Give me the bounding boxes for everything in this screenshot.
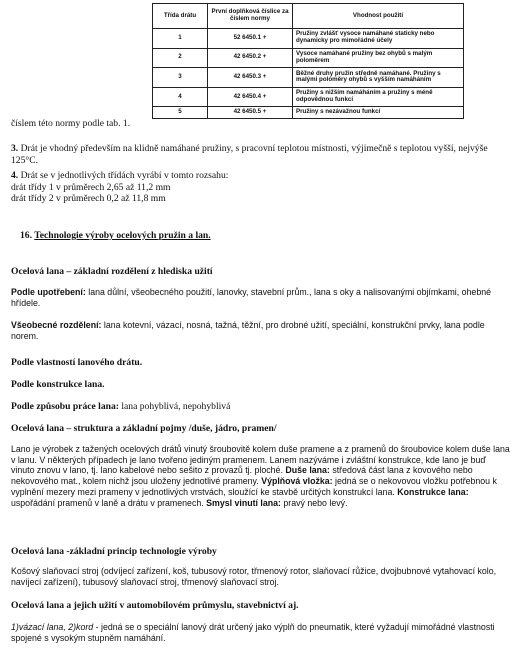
cell-use: Běžné druhy pružin středně namáhané. Pružiny s malými poloměry ohybů s vyšším namáháním: [293, 68, 464, 88]
paragraph-machines: Košový slaňovací stroj (odvíjecí zařízení, koš, tubusový rotor, třmenový rotor, slaňovací růžice, dvojbubnové vytahovací kolo, navíjecí zařízení), tubusový slaňovací stroj, třmenový slaňovací stroj.: [11, 566, 497, 587]
label-lay-direction: Smysl vinutí lana:: [206, 497, 281, 508]
paragraph-text: Drát se v jednotlivých třídách vyrábí v tomto rozsahu:: [20, 170, 229, 181]
paragraph-text: pravý nebo levý.: [283, 497, 348, 508]
paragraph-text: - jedná se o speciální lanový drát určený jako výplň do pneumatik, které vyžadují mimořádné vlastnosti spojené s vysokým stupněm namáhání.: [11, 622, 495, 643]
cell-use: Pružiny zvlášť vysoce namáhané staticky nebo dynamicky pro mimořádné účely: [293, 29, 464, 49]
term-binding-ropes: 1)vázací lana,: [11, 622, 66, 632]
term-cord: 2)kord: [68, 622, 94, 632]
label-work-mode: Podle způsobu práce lana:: [11, 401, 119, 412]
subheading-classification: Ocelová lana – základní rozdělení z hlediska užití: [11, 266, 213, 277]
item-number: 4.: [11, 170, 19, 181]
label-filler: Výplňová vložka:: [261, 476, 333, 487]
norm-table-wrap: [152, 3, 464, 119]
table-row: [153, 29, 464, 49]
label-general: Všeobecné rozdělení:: [11, 320, 102, 330]
table-row: [153, 68, 464, 88]
paragraph-text: uspořádání pramenů v laně a drátu v pramenech.: [11, 497, 204, 508]
paragraph-text: Drát je vhodný především na klidně namáhané pružiny, s pracovní teplotou místnosti, výjimečně s teplotou vyšší, nejvýše 125°C.: [11, 143, 488, 166]
paragraph-3: [11, 143, 511, 166]
paragraph-usage: [11, 287, 511, 308]
cell-class: 2: [153, 48, 208, 68]
table-row: [153, 87, 464, 107]
subheading-usage-industry: Ocelová lana a jejich užití v automobilovém průmyslu, stavebnictví aj.: [11, 600, 299, 611]
subheading-wire-properties: Podle vlastností lanového drátu.: [11, 357, 143, 368]
cell-number: 42 6450.4 +: [208, 87, 293, 107]
paragraph-text: lana pohyblivá, nepohyblivá: [121, 401, 231, 412]
subheading-construction: Podle konstrukce lana.: [11, 379, 105, 390]
cell-class: 5: [153, 107, 208, 119]
label-core: Duše lana:: [285, 465, 330, 476]
cell-use: Pružiny s nižším namáháním a pružiny s méně odpovědnou funkcí: [293, 87, 464, 107]
paragraph-text: lana kotevní, vázací, nosná, tažná, těžní, pro drobné užití, speciální, konstrukční prvky, lana podle norem.: [11, 320, 485, 341]
paragraph-4: [11, 170, 511, 205]
table-row: [153, 48, 464, 68]
cell-class: 1: [153, 29, 208, 49]
paragraph-text: lana důlní, všeobecného použití, lanovky, stavební prům., lana s oky a nalisovanými objímkami, ohebné hřídele.: [11, 287, 492, 308]
cell-number: 42 6450.3 +: [208, 68, 293, 88]
paragraph-structure: [11, 444, 511, 508]
subheading-technology: Ocelová lana -základní princip technologie výroby: [11, 546, 217, 557]
cell-use: Vysoce namáhané pružiny bez ohybů s malým poloměrem: [293, 48, 464, 68]
table-header-row: [153, 4, 464, 29]
range-line-1: drát třídy 1 v průměrech 2,65 až 11,2 mm: [11, 181, 171, 193]
heading-number: 16.: [20, 230, 32, 241]
paragraph-text: jedná se o nekovovou vložku potřebnou k vyplnění mezery mezi prameny v jednotlivých vrstvách, sloužící ke stavbě určitých konstrukcí lana.: [11, 476, 497, 497]
label-construction: Konstrukce lana:: [397, 486, 469, 497]
cell-class: 4: [153, 87, 208, 107]
cell-use: Pružiny s nezávažnou funkcí: [293, 107, 464, 119]
paragraph-text: středová část lana z kovového nebo nekovového mat., kolem nichž jsou uloženy jednotlivé prameny.: [11, 465, 473, 487]
cell-number: 42 6450.2 +: [208, 48, 293, 68]
section-heading: [20, 230, 511, 242]
cell-class: 3: [153, 68, 208, 88]
col-header-use: Vhodnost použití: [293, 4, 464, 29]
heading-text: Technologie výroby ocelových pružin a lan.: [34, 230, 211, 241]
cell-number: 42 6450.5 +: [208, 107, 293, 119]
paragraph-general: [11, 320, 511, 341]
paragraph-text: Lano je výrobek z tažených ocelových drátů vinutý šroubovitě kolem duše pramene a z pramenů do šroubovice kolem duše lana v lanu. V některých případech je lano tvořeno jediným pramenem. Lanem nazýváme i zvláštní konstrukce, kde lano je buď vinuto znovu v lano, tj. lano kabelové nebo sešito z provazů tj. ploché.: [11, 444, 510, 476]
paragraph-work-mode: [11, 401, 511, 413]
subheading-structure: Ocelová lana – struktura a základní pojmy /duše, jádro, pramen/: [11, 423, 277, 434]
col-header-class: Třída drátu: [153, 4, 208, 29]
label-usage: Podle upotřebení:: [11, 287, 86, 297]
cell-number: 52 6450.1 +: [208, 29, 293, 49]
range-line-2: drát třídy 2 v průměrech 0,2 až 11,8 mm: [11, 193, 166, 205]
wire-class-table: [152, 3, 464, 119]
item-number: 3.: [11, 143, 19, 154]
table-caption: číslem této normy podle tab. 1.: [11, 118, 131, 129]
table-row: [153, 107, 464, 119]
paragraph-cord: [11, 622, 511, 643]
col-header-number: První doplňková číslice za číslem normy: [208, 4, 293, 29]
